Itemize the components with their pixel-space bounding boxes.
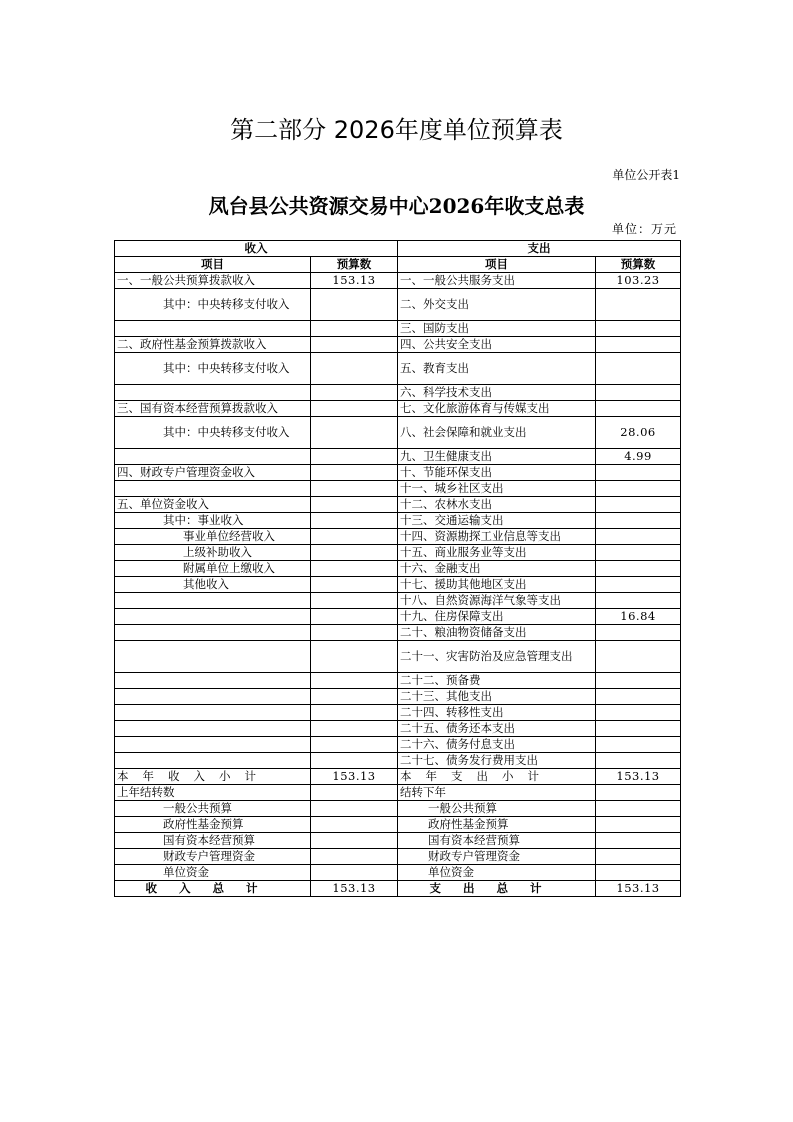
expense-item-cell: 政府性基金预算: [398, 817, 596, 833]
table-title: 凤台县公共资源交易中心2026年收支总表: [208, 194, 585, 218]
income-amount-header: 预算数: [311, 257, 398, 273]
income-amount-cell: [311, 481, 398, 497]
income-item-cell: [115, 641, 311, 673]
expense-item-cell: 二十一、灾害防治及应急管理支出: [398, 641, 596, 673]
income-amount-cell: [311, 577, 398, 593]
expense-amount-cell: 28.06: [596, 417, 681, 449]
expense-item-cell: 二十二、预备费: [398, 673, 596, 689]
expense-item-cell: 二十六、债务付息支出: [398, 737, 596, 753]
table-row: [115, 577, 681, 593]
expense-amount-cell: [596, 817, 681, 833]
expense-amount-header: 预算数: [596, 257, 681, 273]
expense-item-cell: 八、社会保障和就业支出: [398, 417, 596, 449]
expense-item-cell: 十、节能环保支出: [398, 465, 596, 481]
table-row: [115, 721, 681, 737]
table-row: [115, 465, 681, 481]
income-item-cell: [115, 689, 311, 705]
expense-amount-cell: [596, 673, 681, 689]
table-row: [115, 625, 681, 641]
income-item-cell: 国有资本经营预算: [115, 833, 311, 849]
expense-item-cell: 财政专户管理资金: [398, 849, 596, 865]
table-row: [115, 865, 681, 881]
table-row: [115, 545, 681, 561]
income-amount-cell: 153.13: [311, 881, 398, 897]
income-item-cell: 单位资金: [115, 865, 311, 881]
income-amount-cell: [311, 641, 398, 673]
income-item-cell: 四、财政专户管理资金收入: [115, 465, 311, 481]
table-row: [115, 785, 681, 801]
table-row: [115, 561, 681, 577]
income-amount-cell: [311, 705, 398, 721]
income-item-cell: [115, 385, 311, 401]
expense-amount-cell: [596, 625, 681, 641]
table-row: [115, 881, 681, 897]
expense-amount-cell: [596, 465, 681, 481]
income-item-cell: [115, 721, 311, 737]
unit-label: 单位：万元: [611, 222, 677, 236]
expense-item-cell: 二十三、其他支出: [398, 689, 596, 705]
expense-item-cell: 一、一般公共服务支出: [398, 273, 596, 289]
income-amount-cell: [311, 817, 398, 833]
income-amount-cell: [311, 401, 398, 417]
income-item-cell: 一、一般公共预算拨款收入: [115, 273, 311, 289]
expense-item-cell: 四、公共安全支出: [398, 337, 596, 353]
expense-amount-cell: [596, 641, 681, 673]
expense-amount-cell: [596, 529, 681, 545]
expense-item-cell: 结转下年: [398, 785, 596, 801]
income-amount-cell: [311, 593, 398, 609]
income-amount-cell: [311, 753, 398, 769]
income-amount-cell: [311, 689, 398, 705]
income-amount-cell: [311, 545, 398, 561]
expense-item-cell: 二十四、转移性支出: [398, 705, 596, 721]
income-amount-cell: [311, 561, 398, 577]
expense-item-cell: 十九、住房保障支出: [398, 609, 596, 625]
income-amount-cell: [311, 865, 398, 881]
table-row: [115, 641, 681, 673]
income-item-cell: 其中：事业收入: [115, 513, 311, 529]
income-amount-cell: [311, 497, 398, 513]
expense-amount-cell: [596, 481, 681, 497]
income-item-cell: [115, 753, 311, 769]
expense-header: 支出: [398, 241, 681, 257]
expense-amount-cell: [596, 577, 681, 593]
income-item-cell: [115, 705, 311, 721]
expense-amount-cell: [596, 385, 681, 401]
table-row: [115, 353, 681, 385]
expense-amount-cell: [596, 289, 681, 321]
income-amount-cell: [311, 529, 398, 545]
income-item-cell: [115, 609, 311, 625]
expense-amount-cell: 103.23: [596, 273, 681, 289]
income-item-cell: [115, 673, 311, 689]
expense-item-cell: 十六、金融支出: [398, 561, 596, 577]
table-row: [115, 321, 681, 337]
expense-amount-cell: 4.99: [596, 449, 681, 465]
expense-item-cell: 九、卫生健康支出: [398, 449, 596, 465]
income-amount-cell: [311, 513, 398, 529]
expense-amount-cell: [596, 753, 681, 769]
income-item-cell: 其中：中央转移支付收入: [115, 353, 311, 385]
table-row: [115, 817, 681, 833]
table-row: [115, 673, 681, 689]
table-number: 单位公开表1: [612, 168, 680, 182]
expense-amount-cell: [596, 321, 681, 337]
table-row: [115, 753, 681, 769]
expense-amount-cell: [596, 689, 681, 705]
expense-item-cell: 支出总计: [398, 881, 596, 897]
income-expense-summary-table: [114, 240, 681, 897]
expense-item-cell: 国有资本经营预算: [398, 833, 596, 849]
expense-amount-cell: 153.13: [596, 769, 681, 785]
expense-amount-cell: [596, 561, 681, 577]
income-amount-cell: [311, 785, 398, 801]
expense-item-cell: 单位资金: [398, 865, 596, 881]
table-row: [115, 769, 681, 785]
income-amount-cell: [311, 449, 398, 465]
table-row: [115, 385, 681, 401]
expense-item-cell: 十八、自然资源海洋气象等支出: [398, 593, 596, 609]
table-row: [115, 273, 681, 289]
table-row: [115, 737, 681, 753]
table-row: [115, 449, 681, 465]
income-amount-cell: [311, 625, 398, 641]
income-item-cell: 上级补助收入: [115, 545, 311, 561]
income-amount-cell: [311, 417, 398, 449]
table-row: [115, 801, 681, 817]
expense-item-cell: 二十、粮油物资储备支出: [398, 625, 596, 641]
income-item-cell: [115, 449, 311, 465]
income-item-cell: 财政专户管理资金: [115, 849, 311, 865]
expense-amount-cell: [596, 545, 681, 561]
expense-amount-cell: [596, 513, 681, 529]
income-item-cell: [115, 321, 311, 337]
table-row: [115, 593, 681, 609]
expense-item-cell: 七、文化旅游体育与传媒支出: [398, 401, 596, 417]
income-item-cell: 本年收入小计: [115, 769, 311, 785]
income-amount-cell: [311, 385, 398, 401]
expense-item-cell: 十七、援助其他地区支出: [398, 577, 596, 593]
income-item-cell: [115, 593, 311, 609]
income-item-cell: 一般公共预算: [115, 801, 311, 817]
expense-amount-cell: [596, 737, 681, 753]
income-amount-cell: [311, 465, 398, 481]
income-header: 收入: [115, 241, 398, 257]
income-amount-cell: [311, 737, 398, 753]
income-amount-cell: 153.13: [311, 769, 398, 785]
income-amount-cell: [311, 609, 398, 625]
expense-amount-cell: [596, 337, 681, 353]
expense-amount-cell: [596, 497, 681, 513]
income-item-header: 项目: [115, 257, 311, 273]
expense-item-cell: 二十七、债务发行费用支出: [398, 753, 596, 769]
expense-amount-cell: [596, 785, 681, 801]
income-item-cell: 附属单位上缴收入: [115, 561, 311, 577]
income-item-cell: [115, 481, 311, 497]
table-row: [115, 833, 681, 849]
expense-amount-cell: 16.84: [596, 609, 681, 625]
expense-item-cell: 十一、城乡社区支出: [398, 481, 596, 497]
income-item-cell: [115, 737, 311, 753]
expense-item-cell: 六、科学技术支出: [398, 385, 596, 401]
income-item-cell: 事业单位经营收入: [115, 529, 311, 545]
expense-amount-cell: [596, 705, 681, 721]
income-amount-cell: [311, 353, 398, 385]
expense-amount-cell: [596, 401, 681, 417]
table-row: [115, 337, 681, 353]
expense-amount-cell: [596, 865, 681, 881]
income-amount-cell: [311, 673, 398, 689]
income-item-cell: [115, 625, 311, 641]
expense-amount-cell: [596, 849, 681, 865]
expense-item-cell: 十三、交通运输支出: [398, 513, 596, 529]
expense-amount-cell: [596, 721, 681, 737]
income-item-cell: 五、单位资金收入: [115, 497, 311, 513]
expense-item-header: 项目: [398, 257, 596, 273]
section-header-row: [115, 241, 681, 257]
expense-amount-cell: [596, 833, 681, 849]
expense-item-cell: 十四、资源勘探工业信息等支出: [398, 529, 596, 545]
income-amount-cell: [311, 801, 398, 817]
income-item-cell: 其中：中央转移支付收入: [115, 289, 311, 321]
income-amount-cell: 153.13: [311, 273, 398, 289]
income-amount-cell: [311, 289, 398, 321]
income-item-cell: 收入总计: [115, 881, 311, 897]
table-row: [115, 609, 681, 625]
table-row: [115, 849, 681, 865]
expense-item-cell: 二十五、债务还本支出: [398, 721, 596, 737]
income-item-cell: 二、政府性基金预算拨款收入: [115, 337, 311, 353]
income-item-cell: 上年结转数: [115, 785, 311, 801]
expense-amount-cell: 153.13: [596, 881, 681, 897]
expense-amount-cell: [596, 353, 681, 385]
income-item-cell: 三、国有资本经营预算拨款收入: [115, 401, 311, 417]
expense-item-cell: 本年支出小计: [398, 769, 596, 785]
expense-item-cell: 五、教育支出: [398, 353, 596, 385]
expense-item-cell: 二、外交支出: [398, 289, 596, 321]
expense-amount-cell: [596, 593, 681, 609]
column-header-row: [115, 257, 681, 273]
income-amount-cell: [311, 337, 398, 353]
expense-item-cell: 十五、商业服务业等支出: [398, 545, 596, 561]
expense-item-cell: 十二、农林水支出: [398, 497, 596, 513]
income-amount-cell: [311, 721, 398, 737]
table-row: [115, 401, 681, 417]
expense-amount-cell: [596, 801, 681, 817]
table-row: [115, 289, 681, 321]
table-row: [115, 497, 681, 513]
expense-item-cell: 三、国防支出: [398, 321, 596, 337]
income-item-cell: 政府性基金预算: [115, 817, 311, 833]
income-amount-cell: [311, 321, 398, 337]
income-amount-cell: [311, 849, 398, 865]
expense-item-cell: 一般公共预算: [398, 801, 596, 817]
page-title: 第二部分 2026年度单位预算表: [230, 116, 563, 144]
table-row: [115, 529, 681, 545]
income-amount-cell: [311, 833, 398, 849]
table-row: [115, 481, 681, 497]
table-row: [115, 417, 681, 449]
income-item-cell: 其中：中央转移支付收入: [115, 417, 311, 449]
income-item-cell: 其他收入: [115, 577, 311, 593]
table-row: [115, 705, 681, 721]
table-row: [115, 513, 681, 529]
table-row: [115, 689, 681, 705]
